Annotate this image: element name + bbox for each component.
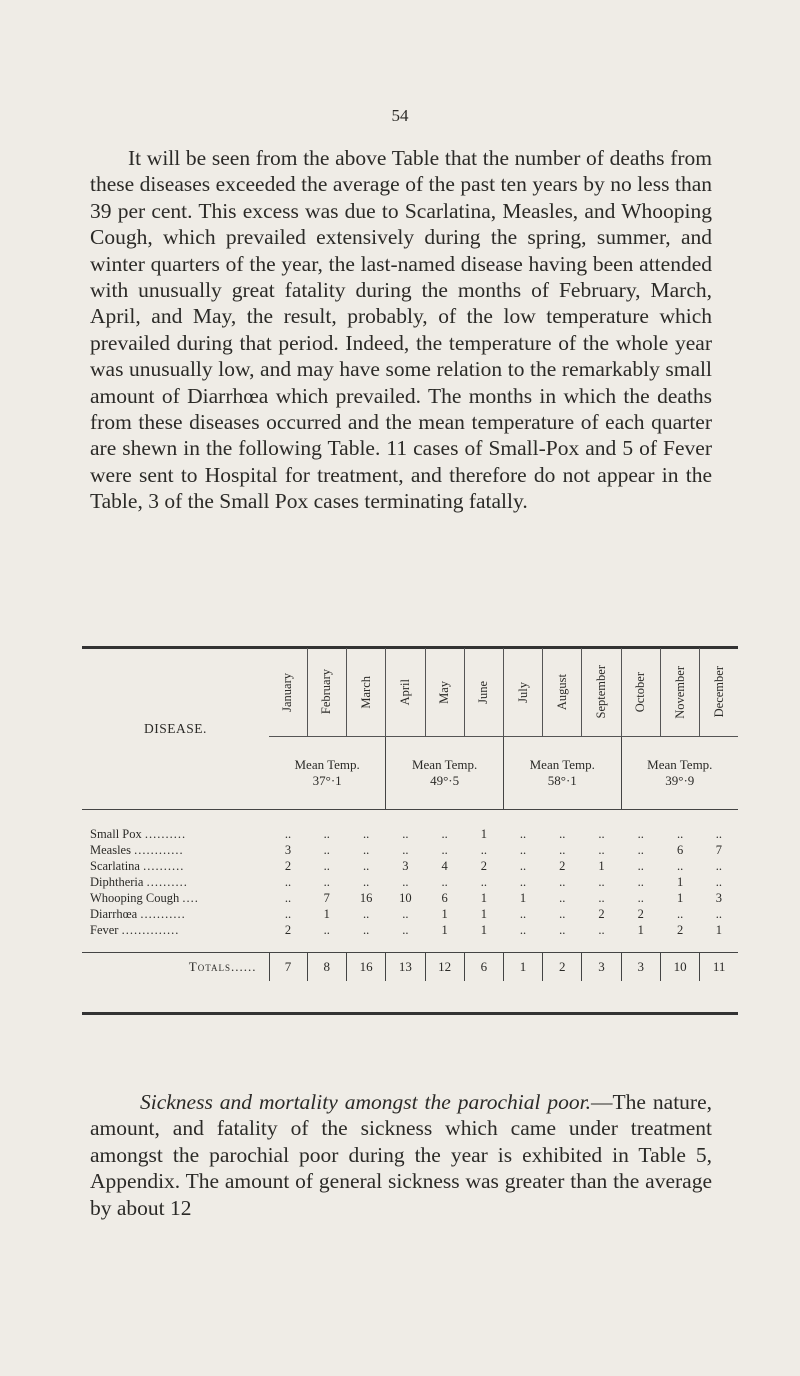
table-row — [82, 826, 738, 842]
count-cell: 1 — [441, 922, 448, 937]
disease-name: Scarlatina .......... — [90, 858, 185, 873]
count-cell: .. — [598, 922, 605, 937]
count-cell: .. — [323, 842, 330, 857]
count-cell: 1 — [480, 922, 487, 937]
month-header: February — [307, 648, 346, 737]
count-cell: 1 — [441, 906, 448, 921]
quarter-mean-temp: Mean Temp. 49°·5 — [386, 737, 504, 810]
count-cell: 1 — [323, 906, 330, 921]
disease-header: DISEASE. — [82, 648, 269, 810]
count-cell: .. — [598, 842, 605, 857]
count-cell: 1 — [480, 906, 487, 921]
count-cell: .. — [519, 874, 527, 889]
count-cell: .. — [480, 842, 487, 857]
month-header: September — [582, 648, 621, 737]
count-cell: 3 — [715, 890, 722, 905]
count-cell: .. — [715, 906, 722, 921]
section-heading: Sickness and mortality amongst the parochial poor. — [140, 1090, 592, 1114]
table-row — [82, 922, 738, 938]
table-row — [82, 906, 738, 922]
table-row — [82, 890, 738, 906]
count-cell: 7 — [715, 842, 722, 857]
count-cell: .. — [598, 890, 605, 905]
count-cell: 1 — [519, 890, 527, 905]
quarter-mean-temp: Mean Temp. 58°·1 — [503, 737, 621, 810]
count-cell: .. — [559, 922, 566, 937]
disease-name: Small Pox .......... — [90, 826, 187, 841]
month-header: November — [660, 648, 699, 737]
table-row — [82, 874, 738, 890]
count-cell: .. — [676, 858, 684, 873]
month-header: August — [543, 648, 582, 737]
count-cell: .. — [362, 842, 370, 857]
quarter-mean-temp: Mean Temp. 39°·9 — [621, 737, 738, 810]
count-cell: .. — [284, 890, 292, 905]
count-cell: 2 — [284, 922, 292, 937]
count-cell: 4 — [441, 858, 448, 873]
total-cell: 16 — [346, 953, 385, 982]
quarter-mean-temp: Mean Temp. 37°·1 — [269, 737, 386, 810]
disease-name: Measles ............ — [90, 842, 184, 857]
month-header: March — [346, 648, 385, 737]
count-cell: .. — [519, 826, 527, 841]
count-cell: .. — [362, 826, 370, 841]
count-cell: 1 — [676, 890, 684, 905]
totals-label: Totals...... — [82, 953, 269, 982]
count-cell: .. — [362, 906, 370, 921]
count-cell: .. — [362, 874, 370, 889]
count-cell: 1 — [480, 890, 487, 905]
count-cell: .. — [598, 874, 605, 889]
count-cell: .. — [715, 858, 722, 873]
total-cell: 12 — [425, 953, 464, 982]
count-cell: .. — [402, 842, 409, 857]
count-cell: .. — [284, 826, 292, 841]
count-cell: 1 — [637, 922, 644, 937]
count-cell: .. — [676, 906, 684, 921]
count-cell: .. — [559, 906, 566, 921]
count-cell: .. — [441, 874, 448, 889]
page-number: 54 — [391, 106, 409, 125]
month-header: January — [269, 648, 307, 737]
disease-name: Diphtheria .......... — [90, 874, 188, 889]
count-cell: .. — [559, 826, 566, 841]
body-paragraph-1: It will be seen from the above Table that the number of deaths from these diseases exceeded the average of the past ten years by no less than 39 per cent. This excess was due to Scarlatina, Measles, and Whooping Cough, which prevailed extensively during the spring, summer, and winter quarters of the year, the last-named disease having been attended with unusually great fatality during the months of February, March, April, and May, the result, probably, of the low temperature which prevailed during that period. Indeed, the temperature of the whole year was unusually low, and may have some relation to the remarkably small amount of Diarrhœa which prevailed. The months in which the deaths from these diseases occurred and the mean temperature of each quarter are shewn in the following Table. 11 cases of Small-Pox and 5 of Fever were sent to Hospital for treatment, and therefore do not appear in the Table, 3 of the Small Pox cases terminating fatally. — [90, 146, 712, 514]
count-cell: 2 — [598, 906, 605, 921]
count-cell: .. — [637, 842, 644, 857]
count-cell: 2 — [284, 858, 292, 873]
month-header: June — [464, 648, 503, 737]
count-cell: 2 — [676, 922, 684, 937]
count-cell: 1 — [598, 858, 605, 873]
count-cell: .. — [559, 890, 566, 905]
count-cell: .. — [284, 874, 292, 889]
count-cell: .. — [284, 906, 292, 921]
total-cell: 6 — [464, 953, 503, 982]
count-cell: .. — [480, 874, 487, 889]
total-cell: 1 — [503, 953, 542, 982]
month-header: July — [503, 648, 542, 737]
total-cell: 7 — [269, 953, 307, 982]
total-cell: 8 — [307, 953, 346, 982]
count-cell: 2 — [480, 858, 487, 873]
total-cell: 13 — [386, 953, 425, 982]
count-cell: 1 — [676, 874, 684, 889]
count-cell: .. — [519, 842, 527, 857]
count-cell: .. — [441, 826, 448, 841]
totals-row — [82, 953, 738, 982]
count-cell: .. — [323, 874, 330, 889]
count-cell: 3 — [284, 842, 292, 857]
table-row — [82, 858, 738, 874]
count-cell: .. — [402, 922, 409, 937]
count-cell: .. — [715, 874, 722, 889]
month-header: April — [386, 648, 425, 737]
count-cell: .. — [362, 922, 370, 937]
count-cell: .. — [519, 858, 527, 873]
total-cell: 3 — [621, 953, 660, 982]
count-cell: .. — [637, 858, 644, 873]
count-cell: 7 — [323, 890, 330, 905]
disease-name: Diarrhœa ........... — [90, 906, 186, 921]
count-cell: 2 — [637, 906, 644, 921]
count-cell: .. — [402, 874, 409, 889]
count-cell: 6 — [441, 890, 448, 905]
count-cell: .. — [519, 906, 527, 921]
count-cell: .. — [559, 842, 566, 857]
disease-name: Whooping Cough .... — [90, 890, 199, 905]
month-header: May — [425, 648, 464, 737]
month-header: October — [621, 648, 660, 737]
count-cell: .. — [637, 874, 644, 889]
count-cell: 16 — [359, 890, 373, 905]
count-cell: .. — [323, 826, 330, 841]
count-cell: .. — [637, 826, 644, 841]
count-cell: .. — [402, 826, 409, 841]
count-cell: .. — [676, 826, 684, 841]
count-cell: .. — [559, 874, 566, 889]
count-cell: .. — [441, 842, 448, 857]
table-bottom-rule — [82, 1012, 738, 1015]
count-cell: 3 — [402, 858, 409, 873]
count-cell: 6 — [676, 842, 684, 857]
body-paragraph-2 — [90, 1089, 712, 1221]
disease-name: Fever .............. — [90, 922, 180, 937]
count-cell: .. — [323, 858, 330, 873]
month-header: December — [700, 648, 738, 737]
section-text: —The nature, amount, and fatality of the sickness which came under treatment amongst the parochial poor during the year is exhibited in Table 5, Appendix. The amount of general sickness was greater than the average by about 12 — [90, 1090, 712, 1220]
count-cell: 1 — [480, 826, 487, 841]
count-cell: 1 — [715, 922, 722, 937]
total-cell: 3 — [582, 953, 621, 982]
count-cell: 2 — [559, 858, 566, 873]
deaths-by-month-table — [82, 648, 738, 981]
table-row — [82, 842, 738, 858]
count-cell: .. — [598, 826, 605, 841]
count-cell: .. — [323, 922, 330, 937]
total-cell: 11 — [700, 953, 738, 982]
count-cell: .. — [519, 922, 527, 937]
count-cell: 10 — [399, 890, 412, 905]
count-cell: .. — [362, 858, 370, 873]
month-header-row — [82, 648, 738, 737]
count-cell: .. — [637, 890, 644, 905]
count-cell: .. — [402, 906, 409, 921]
total-cell: 2 — [543, 953, 582, 982]
count-cell: .. — [715, 826, 722, 841]
total-cell: 10 — [660, 953, 699, 982]
